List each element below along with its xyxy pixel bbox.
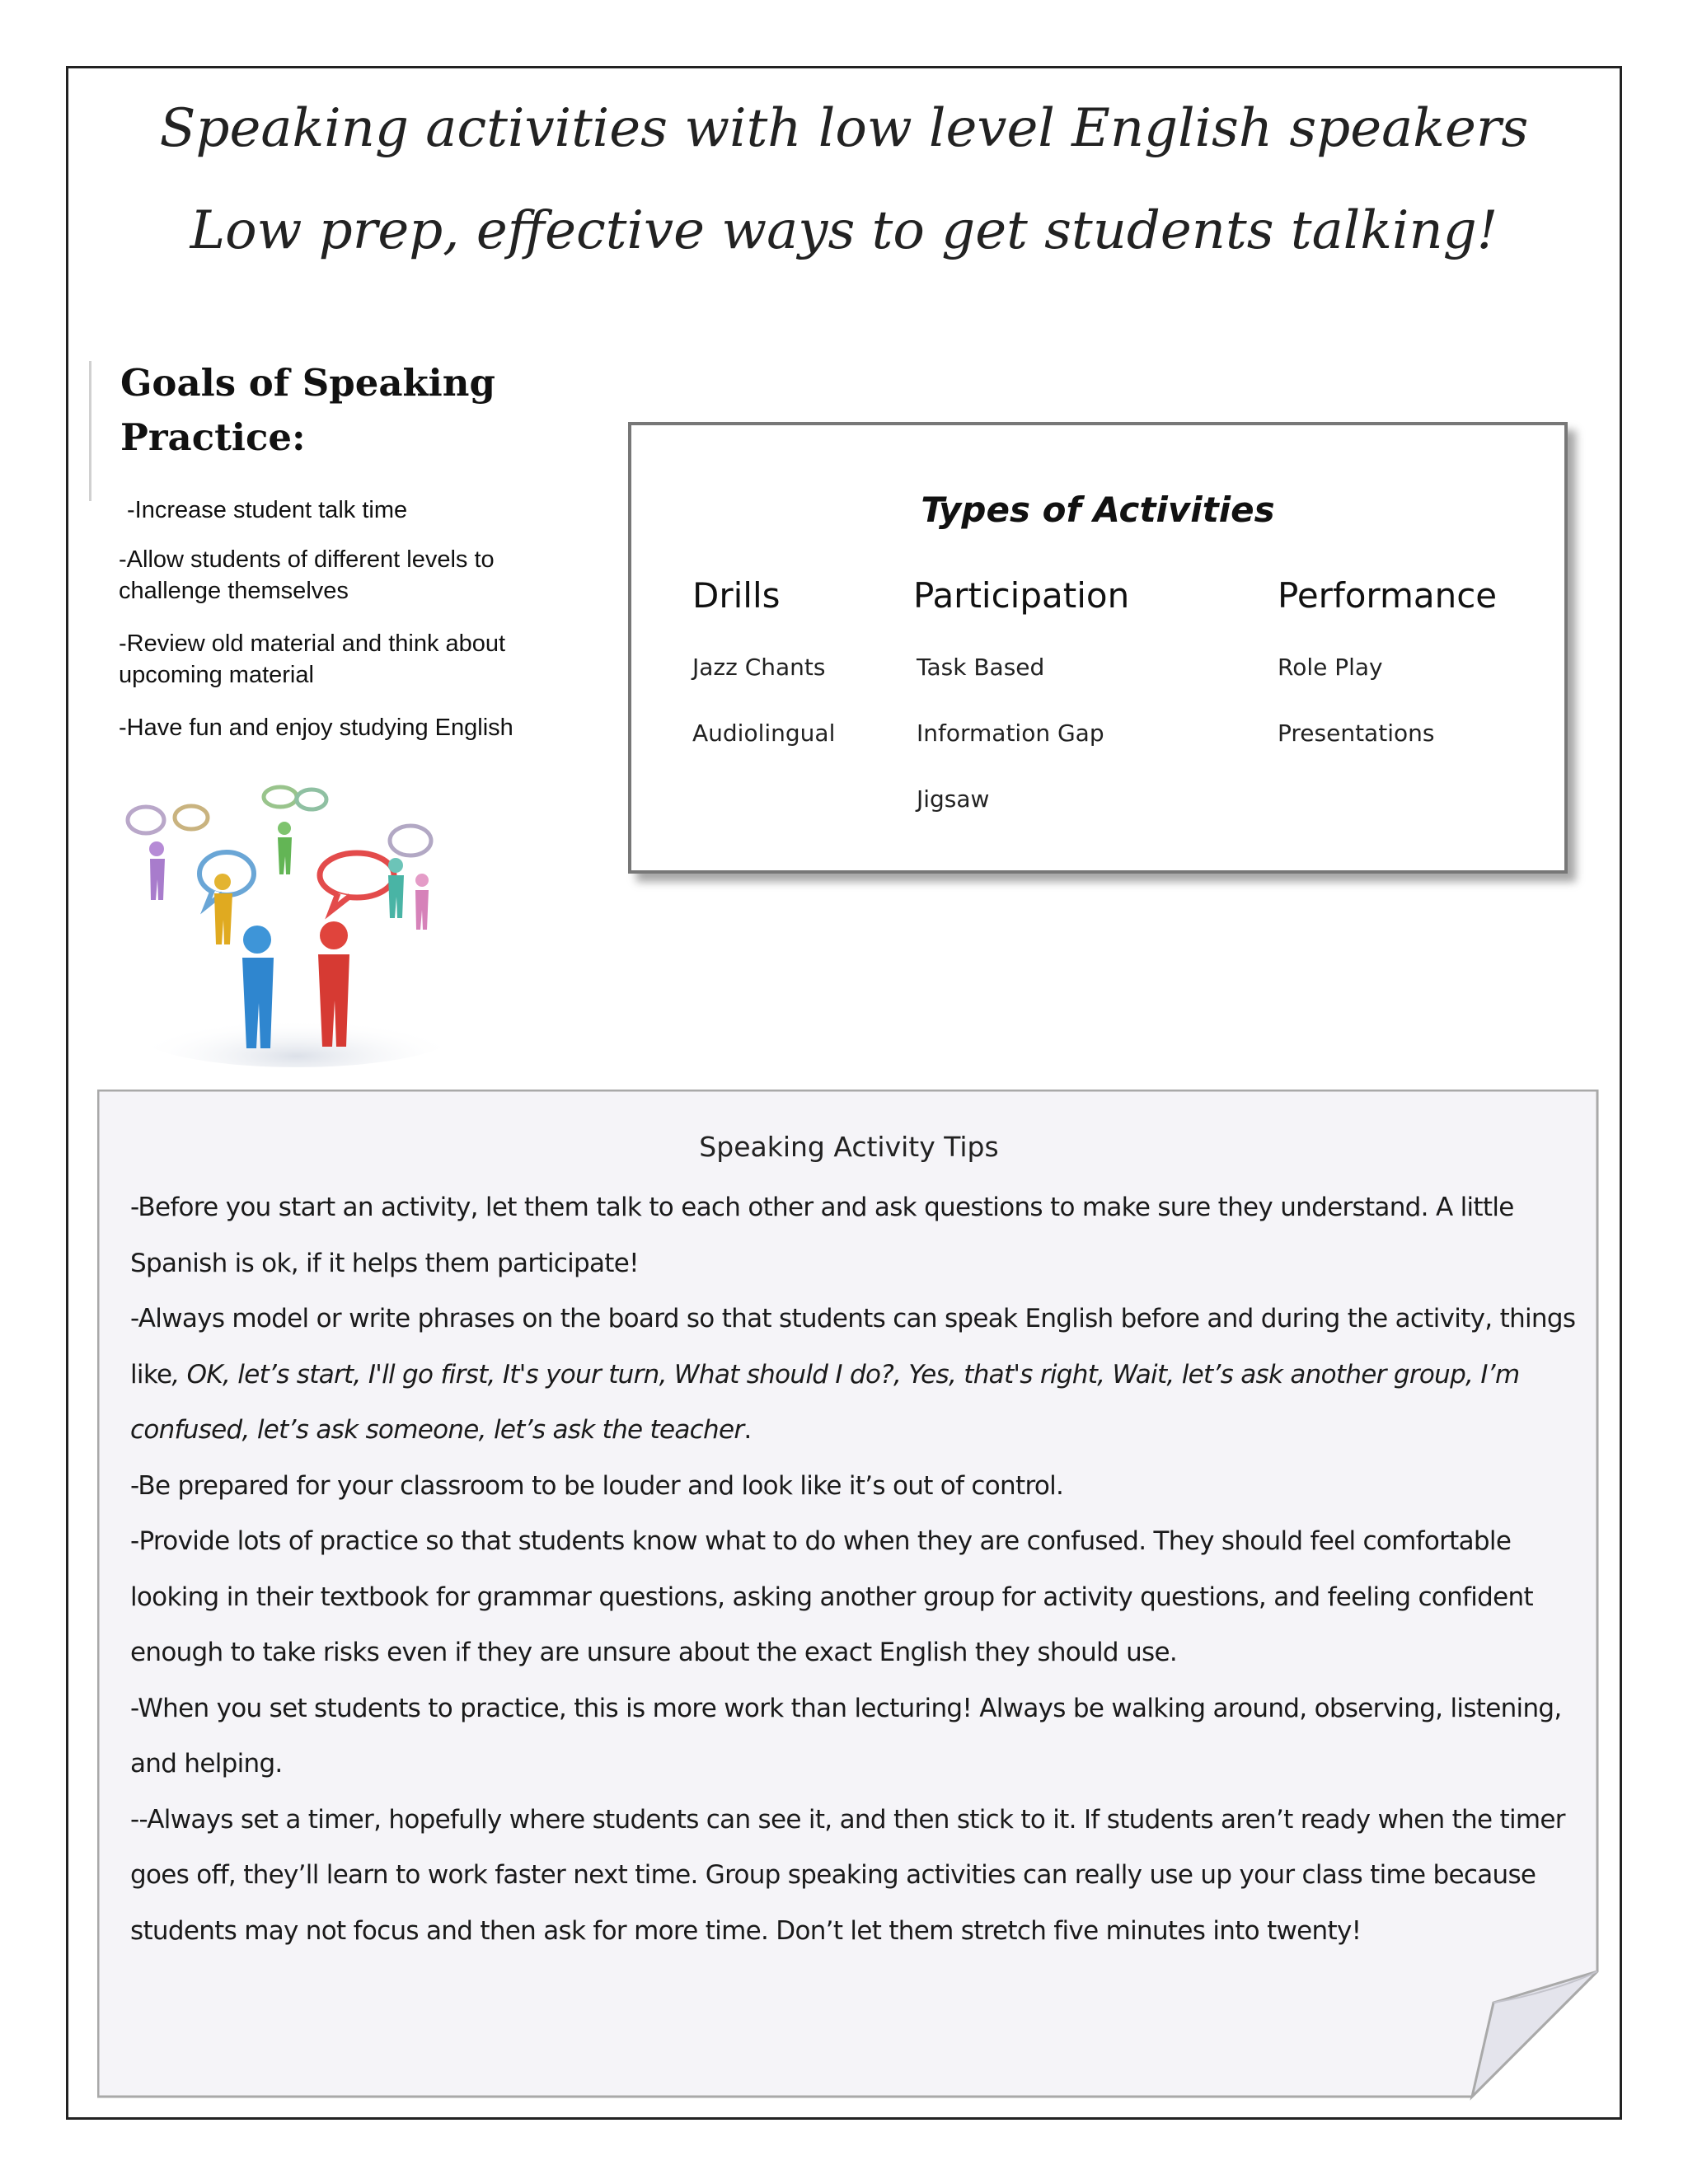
activity-column-drills	[692, 574, 835, 783]
goal-item: -Increase student talk time	[127, 497, 408, 523]
tip-paragraph: -Before you start an activity, let them talk to each other and ask questions to make sure they understand. A little Spanish is ok, if it helps them participate!	[130, 1193, 1514, 1278]
goals-list	[119, 494, 580, 765]
page-title: Speaking activities with low level English speakers	[159, 98, 1529, 159]
goals-heading	[120, 356, 549, 465]
tip-paragraph: -Be prepared for your classroom to be louder and look like it’s out of control.	[130, 1470, 1064, 1501]
speaking-activity-tips-card	[97, 1090, 1601, 2103]
goal-item: -Review old material and think about upcoming material	[119, 630, 506, 688]
tip-paragraph: --Always set a timer, hopefully where students can see it, and then stick to it. If students aren’t ready when the timer goes off, they’ll learn to work faster next time. Group speaking activities can really use up your class time because students may not focus and then ask for more time. Don’t let them stretch five minutes into twenty!	[130, 1804, 1565, 1946]
goal-item: -Allow students of different levels to challenge themselves	[119, 546, 495, 604]
activity-item: Jazz Chants	[692, 654, 826, 681]
tip-text: -Always model or write phrases on the board so that students can speak English before and during the activity, things like	[130, 1304, 1576, 1390]
tip-text: .	[743, 1415, 752, 1445]
column-heading: Drills	[692, 575, 781, 616]
activity-item: Information Gap	[917, 719, 1104, 747]
tips-title: Speaking Activity Tips	[699, 1131, 999, 1163]
tip-paragraph: -When you set students to practice, this is more work than lecturing! Always be walking around, observing, listening, and helping.	[130, 1693, 1562, 1779]
column-heading: Participation	[913, 575, 1130, 616]
tip-paragraph	[130, 1291, 1589, 1459]
goals-heading-line-2: Practice:	[120, 415, 306, 459]
activities-title: Types of Activities	[921, 490, 1275, 530]
example-phrases: , OK, let’s start, I'll go first, It's your turn, What should I do?, Yes, that's right, Wait, let’s ask another group, I’m confused, let’s ask someone, let’s ask the teacher	[130, 1359, 1520, 1445]
activity-item: Audiolingual	[692, 719, 836, 747]
activity-column-participation	[913, 574, 1129, 849]
goal-item: -Have fun and enjoy studying English	[119, 715, 513, 741]
activity-column-performance	[1278, 574, 1497, 783]
activity-item: Jigsaw	[917, 785, 990, 813]
column-heading: Performance	[1278, 575, 1498, 616]
types-of-activities-card	[628, 422, 1568, 874]
people-talking-illustration	[124, 783, 470, 1071]
page-subtitle: Low prep, effective ways to get students talking!	[190, 200, 1498, 261]
goals-accent-line	[89, 361, 91, 501]
tip-paragraph: -Provide lots of practice so that students know what to do when they are confused. They should feel comfortable looking in their textbook for grammar questions, asking another group for activity questions, and feeling confident enough to take risks even if they are unsure about the exact English they should use.	[130, 1526, 1533, 1667]
goals-heading-line-1: Goals of Speaking	[120, 361, 495, 405]
activity-item: Presentations	[1278, 719, 1435, 747]
activity-item: Task Based	[917, 654, 1045, 681]
tips-body	[130, 1180, 1589, 1959]
activity-item: Role Play	[1278, 654, 1383, 681]
